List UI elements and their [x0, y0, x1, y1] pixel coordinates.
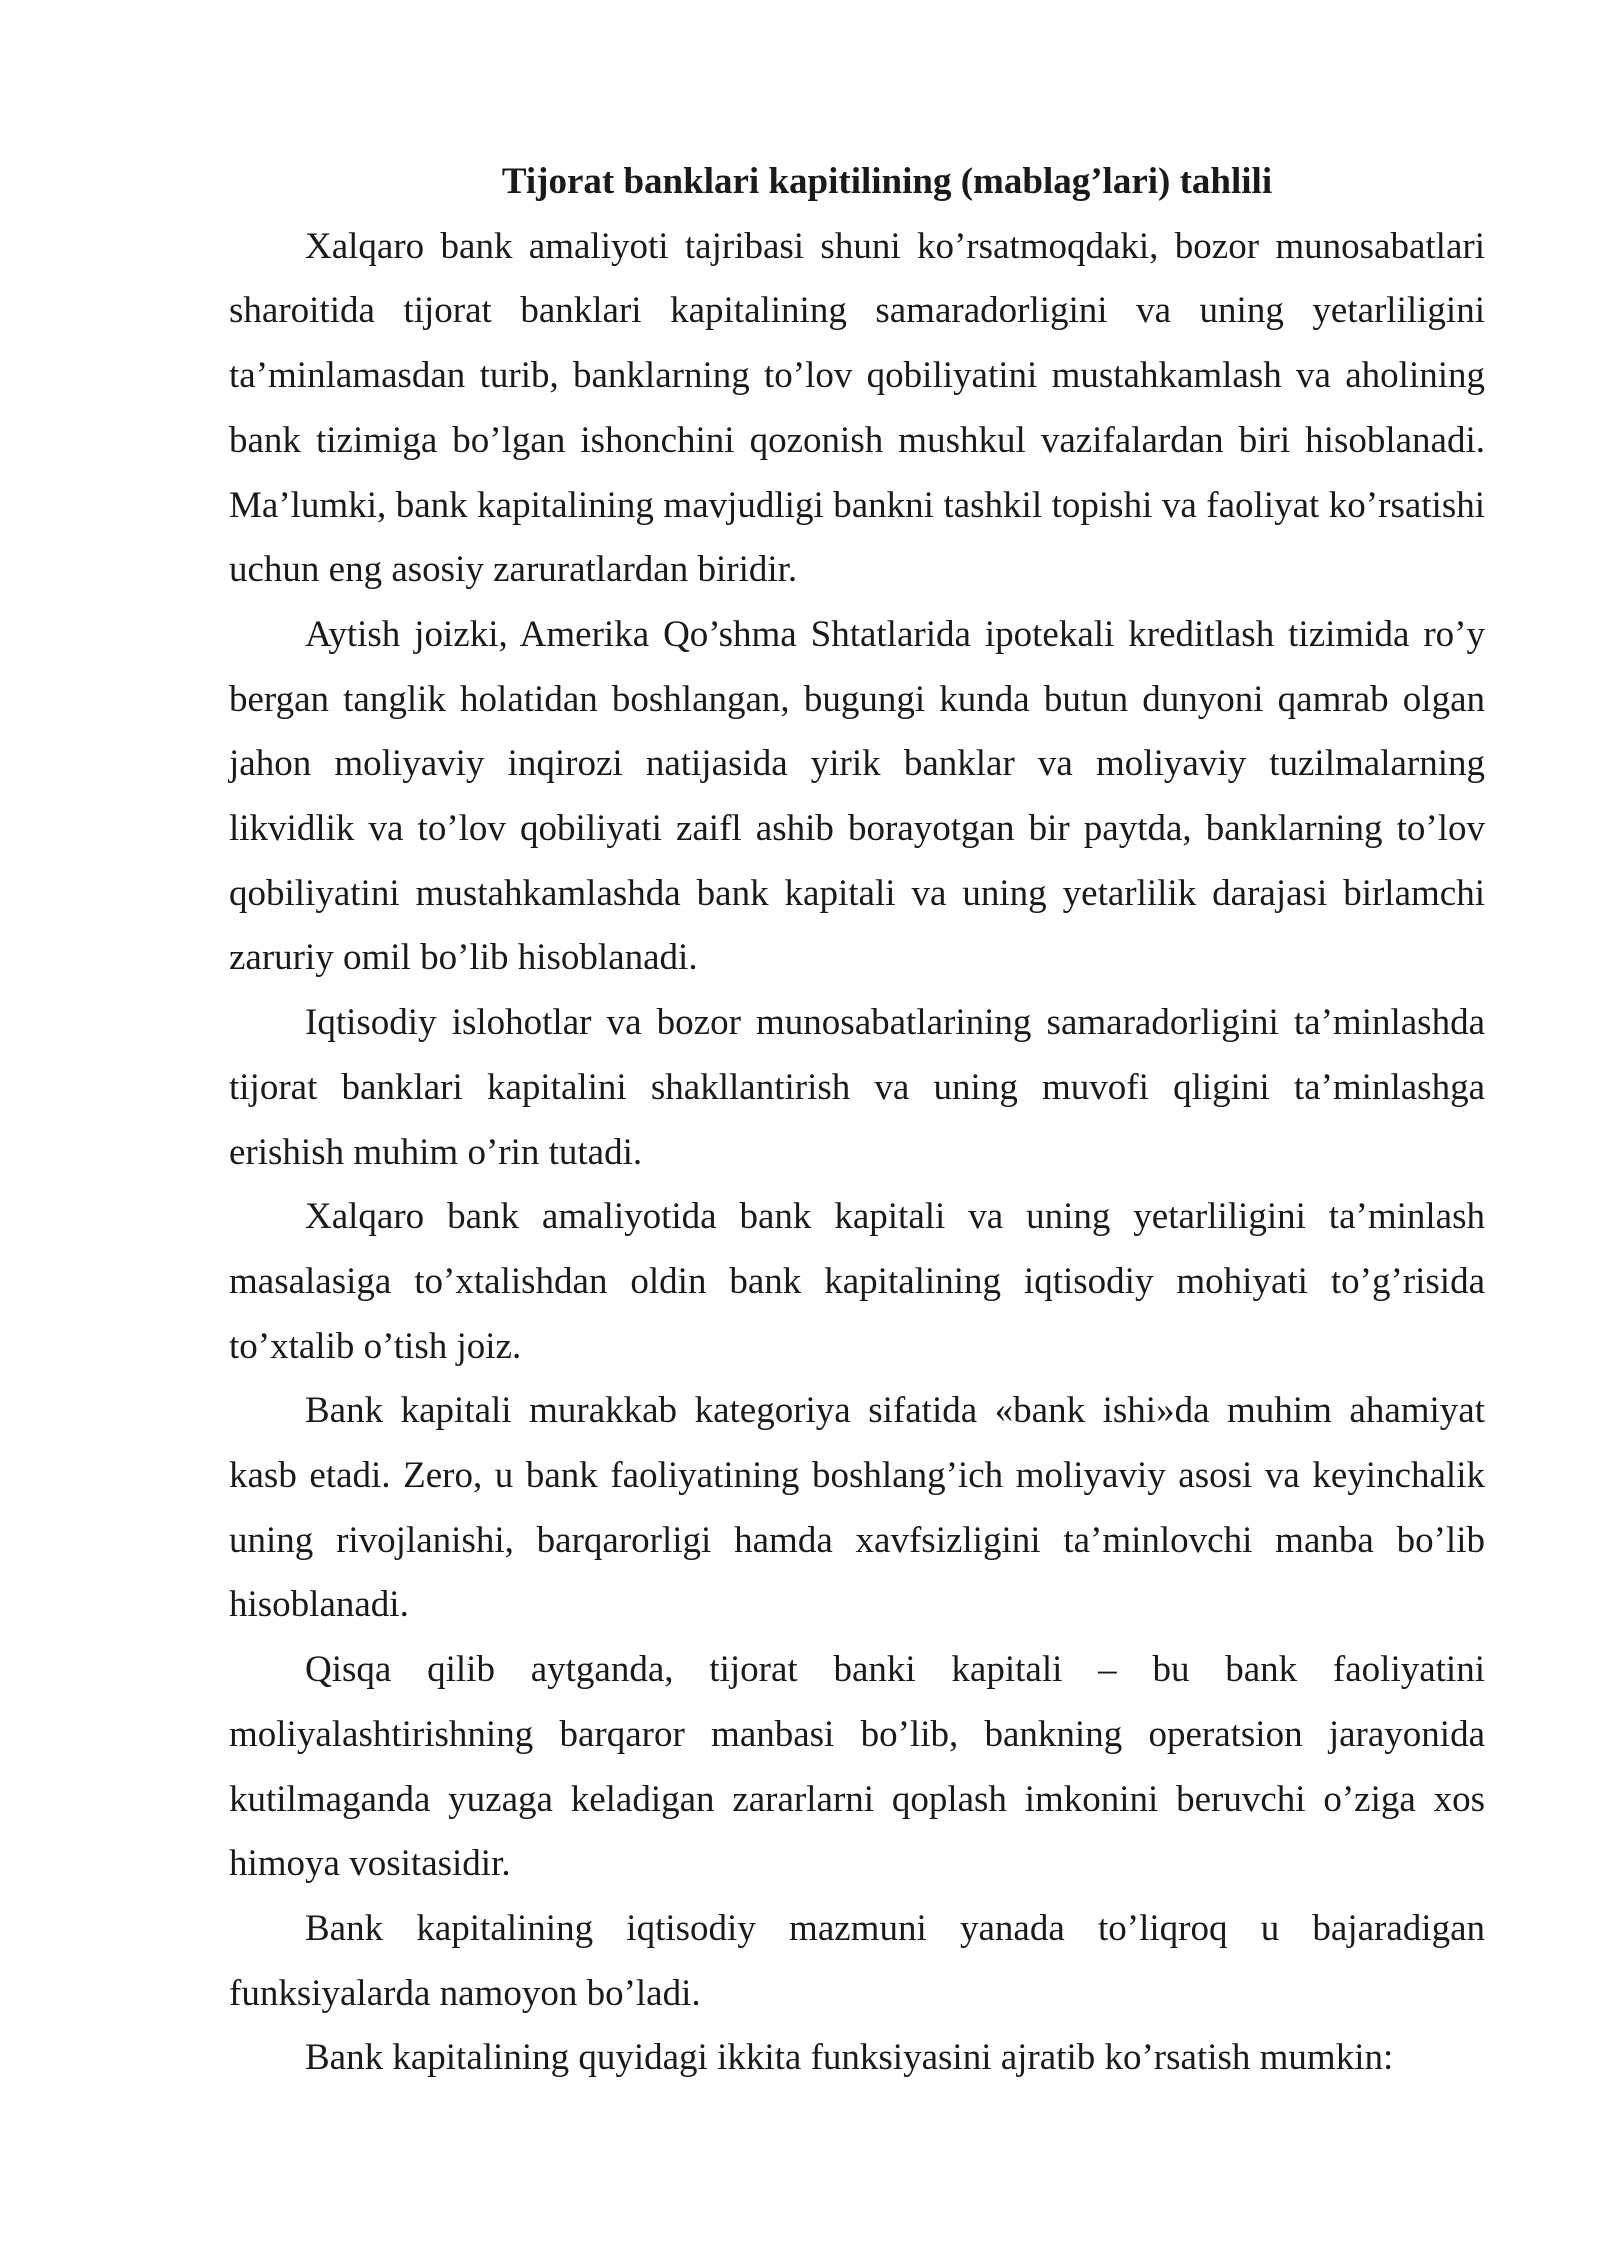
document-title: Tijorat banklari kapitilining (mablag’lari) tahlili: [501, 161, 1273, 202]
paragraph-6: Qisqa qilib aytganda, tijorat banki kapitali – bu bank faoliyatini moliyalashtirishning barqaror manbasi bo’lib, bankning operatsion jarayonida kutilmaganda yuzaga keladigan zararlarni qoplash imkonini beruvchi o’ziga xos himoya vositasidir.: [229, 1649, 1485, 1885]
paragraph-5: Bank kapitali murakkab kategoriya sifatida «bank ishi»da muhim ahamiyat kasb etadi. Zero, u bank faoliyatining boshlang’ich moliyaviy asosi va keyinchalik uning rivojlanishi, barqarorligi hamda xavfsizligini ta’minlovchi manba bo’lib hisoblanadi.: [229, 1390, 1485, 1626]
paragraph-2: Aytish joizki, Amerika Qo’shma Shtatlarida ipotekali kreditlash tizimida ro’y bergan tanglik holatidan boshlangan, bugungi kunda butun dunyoni qamrab olgan jahon moliyaviy inqirozi natijasida yirik banklar va moliyaviy tuzilmalarning likvidlik va to’lov qobiliyati zaifl ashib borayotgan bir paytda, banklarning to’lov qobiliyatini mustahkamlashda bank kapitali va uning yetarlilik darajasi birlamchi zaruriy omil bo’lib hisoblanadi.: [229, 613, 1485, 979]
paragraph-8: Bank kapitalining quyidagi ikkita funksiyasini ajratib ko’rsatish mumkin:: [305, 2037, 1394, 2079]
paragraph-3: Iqtisodiy islohotlar va bozor munosabatlarining samaradorligini ta’minlashda tijorat banklari kapitalini shakllantirish va uning muvofi qligini ta’minlashga erishish muhim o’rin tutadi.: [229, 1002, 1485, 1173]
paragraph-1: Xalqaro bank amaliyoti tajribasi shuni ko’rsatmoqdaki, bozor munosabatlari sharoitida tijorat banklari kapitalining samaradorligini va uning yetarliligini ta’minlamasdan turib, banklarning to’lov qobiliyatini mustahkamlash va aholining bank tizimiga bo’lgan ishonchini qozonish mushkul vazifalardan biri hisoblanadi. Ma’lumki, bank kapitalining mavjudligi bankni tashkil topishi va faoliyat ko’rsatishi uchun eng asosiy zaruratlardan biridir.: [229, 225, 1485, 591]
document-body: [229, 150, 1485, 2091]
paragraph-7: Bank kapitalining iqtisodiy mazmuni yanada to’liqroq u bajaradigan funksiyalarda namoyon bo’ladi.: [229, 1907, 1485, 2014]
paragraph-4: Xalqaro bank amaliyotida bank kapitali va uning yetarliligini ta’minlash masalasiga to’xtalishdan oldin bank kapitalining iqtisodiy mohiyati to’g’risida to’xtalib o’tish joiz.: [229, 1196, 1485, 1367]
